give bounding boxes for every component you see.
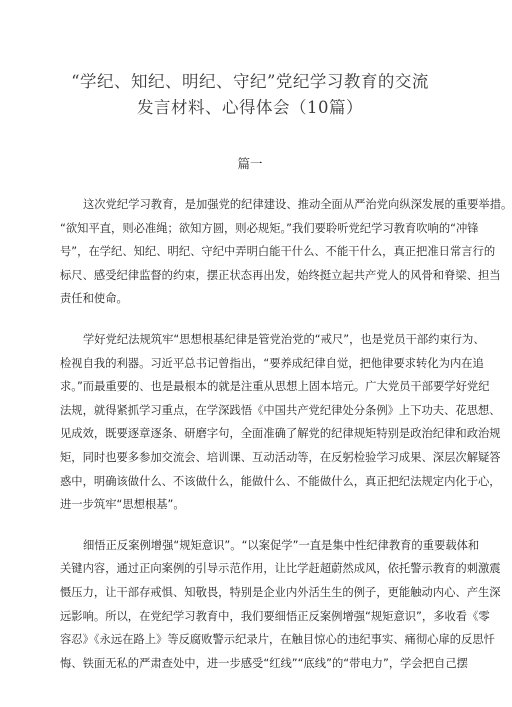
paragraph-2 [60,328,501,517]
paragraph-line: 关键内容，通过正向案例的引导示范作用，让比学赶超蔚然成风，依托警示教育的刺激震 [60,562,501,576]
paragraph-line: 法规，就得紧抓学习重点，在学深践悟《中国共产党纪律处分条例》上下功夫、花思想、 [60,403,501,417]
paragraph-line: 学好党纪法规筑牢“思想根基纪律是管党治党的“戒尺”，也是党员干部约束行为、 [83,332,485,346]
paragraph-line: 号”，在学纪、知纪、明纪、守纪中弄明白能干什么、不能干什么，真正把准日常言行的 [60,245,496,259]
document-body [60,193,512,692]
paragraph-1 [60,193,512,311]
paragraph-line: 慑压力，让干部存戒惧、知敬畏，特别是企业内外活生生的例子，更能触动内心、产生深 [60,585,501,599]
section-heading: 篇一 [237,156,263,171]
paragraph-line: 悔、铁面无私的严肃查处中，进一步感受“红线”“底线”的“带电力”，学会把自己摆 [60,656,468,670]
paragraph-line: 标尺、感受纪律监督的约束，摆正状态再出发，始终挺立起共产党人的风骨和脊梁、担当 [60,268,501,282]
paragraph-line: 远影响。所以，在党纪学习教育中，我们要细悟正反案例增强“规矩意识”，多收看《零 [60,609,490,623]
paragraph-line: 求。”而最重要的、也是最根本的就是注重从思想上固本培元。广大党员干部要学好党纪 [60,380,490,394]
document-title-line-1: “学纪、知纪、明纪、守纪”党纪学习教育的交流 [71,72,429,91]
paragraph-line: 见成效，既要逐章逐条、研磨字句，全面准确了解党的纪律规矩特别是政治纪律和政治规 [60,427,501,441]
document-title-line-2: 发言材料、心得体会（10篇） [137,98,363,117]
paragraph-line: 矩，同时也要多参加交流会、培训课、互动活动等，在反躬检验学习成果、深层次解疑答 [60,450,501,464]
paragraph-line: 责任和使命。 [60,292,128,306]
paragraph-line: 进一步筑牢“思想根基”。 [60,498,185,512]
paragraph-line: 检视自我的利器。习近平总书记曾指出，“要养成纪律自觉，把他律要求转化为内在追 [60,356,484,370]
paragraph-line: 惑中，明确该做什么、不该做什么，能做什么、不能做什么，真正把纪法规定内化于心， [60,474,501,488]
paragraph-line: 细悟正反案例增强“规矩意识”。“以案促学”一直是集中性纪律教育的重要载体和 [83,538,480,552]
paragraph-3 [60,534,501,676]
paragraph-line: 这次党纪学习教育，是加强党的纪律建设、推动全面从严治党向纵深发展的重要举措。 [83,198,512,211]
paragraph-line: 容忍》《永远在路上》等反腐败警示纪录片，在触目惊心的违纪事实、痛彻心扉的反思忏 [60,633,495,647]
paragraph-line: “欲知平直，则必准绳；欲知方圆，则必规矩。”我们要聆听党纪学习教育吹响的“冲锋 [60,221,479,235]
